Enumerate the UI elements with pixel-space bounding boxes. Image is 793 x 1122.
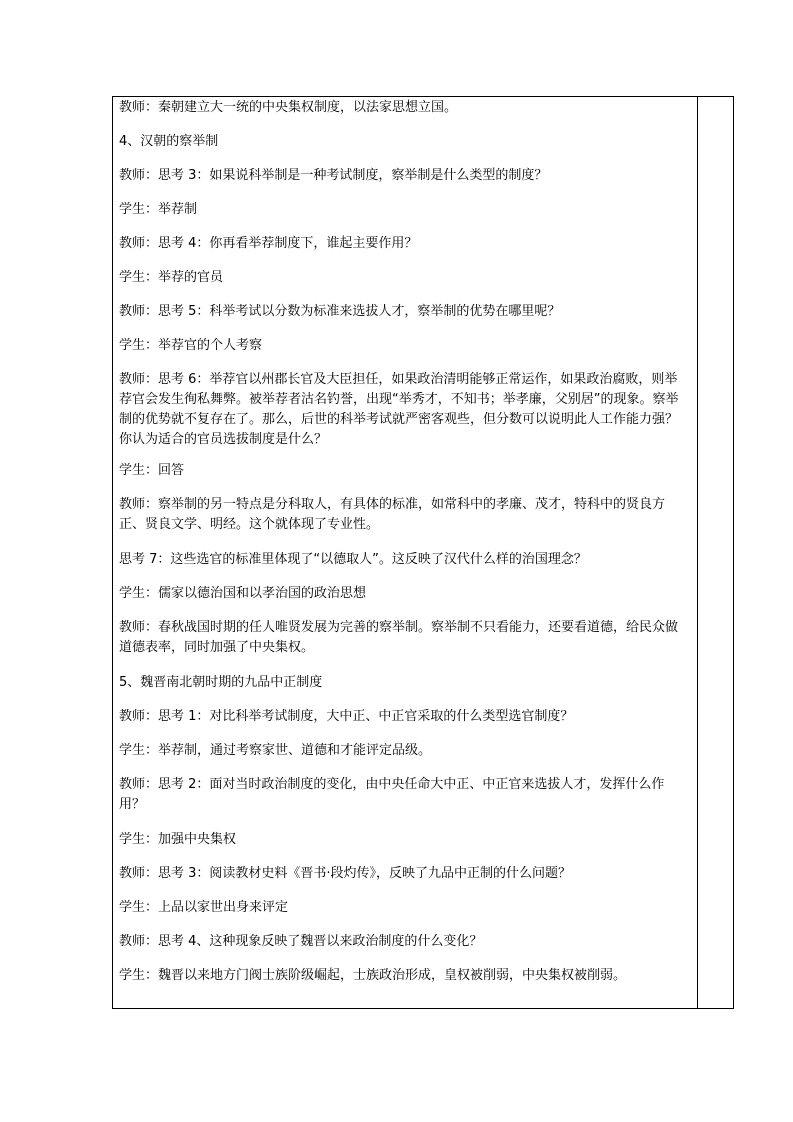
section-heading-han: 4、汉朝的察举制 — [119, 134, 219, 149]
paragraph: 教师：思考 1：对比科举考试制度，大中正、中正官采取的什么类型选官制度？ — [119, 709, 574, 724]
paragraph: 教师：春秋战国时期的任人唯贤发展为完善的察举制。察举制不只看能力，还要看道德，给民众做道德表率，同时加强了中央集权。 — [119, 620, 679, 655]
paragraph: 教师：察举制的另一特点是分科取人，有具体的标准，如常科中的孝廉、茂才，特科中的贤良方正、贤良文学、明经。这个就体现了专业性。 — [119, 497, 666, 532]
lesson-table — [112, 96, 734, 1009]
paragraph: 学生：举荐制 — [119, 202, 198, 217]
paragraph: 学生：上品以家世出身来评定 — [119, 900, 289, 915]
paragraph: 学生：加强中央集权 — [119, 832, 237, 847]
paragraph: 思考 7：这些选官的标准里体现了“以德取人”。这反映了汉代什么样的治国理念？ — [119, 552, 587, 567]
side-notes-column-divider — [697, 97, 698, 1008]
paragraph: 学生：举荐制，通过考察家世、道德和才能评定品级。 — [119, 743, 432, 758]
paragraph: 学生：举荐官的个人考察 — [119, 338, 263, 353]
paragraph: 学生：儒家以德治国和以孝治国的政治思想 — [119, 586, 367, 601]
paragraph: 学生：回答 — [119, 463, 185, 478]
paragraph: 学生：魏晋以来地方门阀士族阶级崛起，士族政治形成，皇权被削弱，中央集权被削弱。 — [119, 968, 627, 983]
paragraph: 教师：思考 3：如果说科举制是一种考试制度，察举制是什么类型的制度？ — [119, 168, 548, 183]
paragraph: 学生：举荐的官员 — [119, 270, 224, 285]
paragraph: 教师：秦朝建立大一统的中央集权制度，以法家思想立国。 — [119, 100, 458, 115]
paragraph: 教师：思考 3：阅读教材史料《晋书·段灼传》，反映了九品中正制的什么问题？ — [119, 866, 572, 881]
section-heading-wei-jin: 5、魏晋南北朝时期的九品中正制度 — [119, 675, 323, 690]
paragraph: 教师：思考 4、这种现象反映了魏晋以来政治制度的什么变化？ — [119, 934, 483, 949]
paragraph: 教师：思考 2：面对当时政治制度的变化，由中央任命大中正、中正官来选拔人才，发挥什么作用？ — [119, 777, 665, 812]
paragraph: 教师：思考 4：你再看举荐制度下，谁起主要作用？ — [119, 236, 418, 251]
paragraph: 教师：思考 5：科举考试以分数为标准来选拔人才，察举制的优势在哪里呢？ — [119, 304, 561, 319]
paragraph: 教师：思考 6：举荐官以州郡长官及大臣担任，如果政治清明能够正常运作，如果政治腐败，则举荐官会发生徇私舞弊。被举荐者沽名钓誉，出现“举秀才，不知书；举孝廉，父别居”的现象。察举制的优势就不复存在了。那么，后世的科举考试就严密客观些，但分数可以说明此人工作能力强？你认为适合的官员选拔制度是什么？ — [119, 372, 679, 447]
